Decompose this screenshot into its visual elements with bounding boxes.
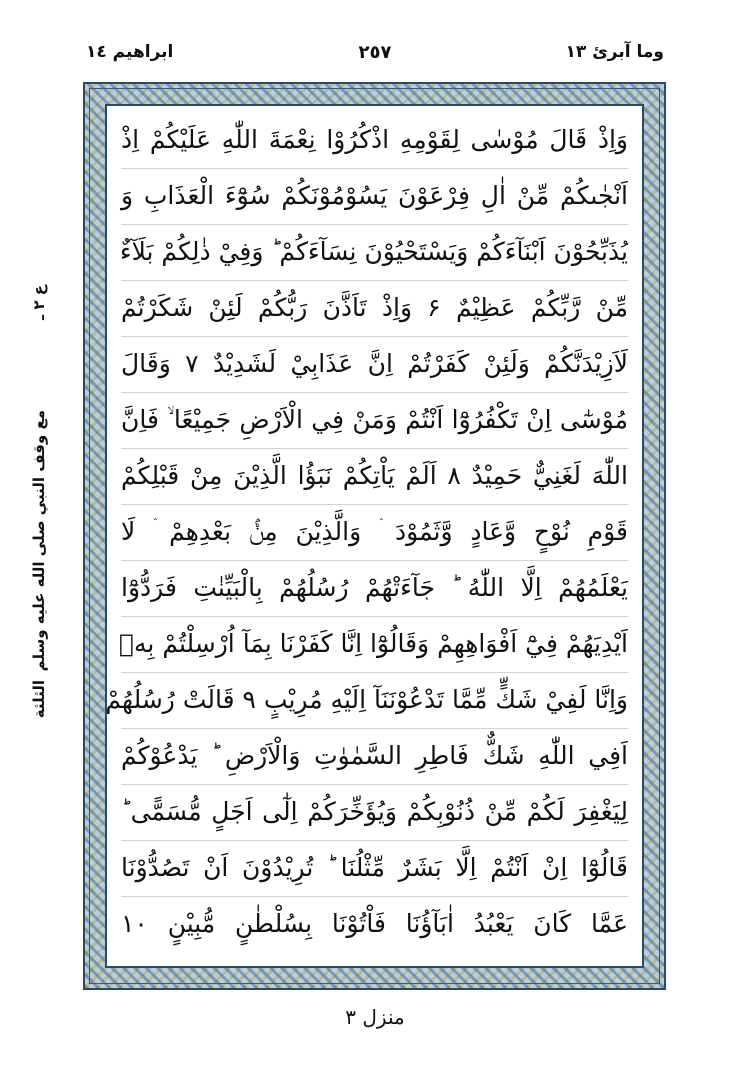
verse-line-5: لَاَزِيْدَنَّكُمْ وَلَئِنْ كَفَرْتُمْ اِنَّ عَذَابِيْ لَشَدِيْدٌ ۷ وَقَالَ [121, 336, 628, 393]
verse-line-9: يَعْلَمُهُمْ اِلَّا اللّٰهُ ؕ جَآءَتْهُمْ رُسُلُهُمْ بِالْبَيِّنٰتِ فَرَدُّوْٓا [121, 560, 628, 617]
text-panel [105, 104, 644, 968]
verse-line-8: قَوْمِ نُوْحٍ وَّعَادٍ وَّثَمُوْدَ ۛ وَالَّذِيْنَ مِنْۢ بَعْدِهِمْ ۛ لَا [121, 504, 628, 561]
margin-marker: الثلثة [30, 680, 48, 719]
verse-line-14: قَالُوْٓا اِنْ اَنْتُمْ اِلَّا بَشَرٌ مِّثْلُنَا ؕ تُرِيْدُوْنَ اَنْ تَصُدُّوْنَا [121, 840, 628, 897]
verse-line-13: لِيَغْفِرَ لَكُمْ مِّنْ ذُنُوْبِكُمْ وَيُؤَخِّرَكُمْ اِلٰٓى اَجَلٍ مُّسَمًّى ؕ [121, 784, 628, 841]
verse-line-15: عَمَّا كَانَ يَعْبُدُ اٰبَآؤُنَا فَاْتُوْنَا بِسُلْطٰنٍ مُّبِيْنٍ ۱۰ [121, 909, 628, 938]
verse-line-7: اللّٰهَ لَغَنِيٌّ حَمِيْدٌ ۸ اَلَمْ يَاْتِكُمْ نَبَؤُا الَّذِيْنَ مِنْ قَبْلِكُمْ [121, 448, 628, 505]
verse-line-10: اَيْدِيَهُمْ فِيْٓ اَفْوَاهِهِمْ وَقَالُوْٓا اِنَّا كَفَرْنَا بِمَآ اُرْسِلْتُمْ بِهٖ [121, 616, 628, 673]
verse-line-6: مُوْسٰٓى اِنْ تَكْفُرُوْٓا اَنْتُمْ وَمَنْ فِي الْاَرْضِ جَمِيْعًا ۙ فَاِنَّ [121, 392, 628, 449]
verse-line-3: يُذَبِّحُوْنَ اَبْنَآءَكُمْ وَيَسْتَحْيُوْنَ نِسَآءَكُمْ ؕ وَفِيْ ذٰلِكُمْ بَلَآءٌ [121, 224, 628, 281]
verse-line-1: وَاِذْ قَالَ مُوْسٰى لِقَوْمِهِ اذْكُرُوْا نِعْمَةَ اللّٰهِ عَلَيْكُمْ اِذْ [121, 112, 628, 169]
page-number: ٢٥٧ [358, 42, 392, 63]
surah-name: ابراهيم ١٤ [86, 42, 174, 62]
ornamental-border [83, 82, 666, 990]
para-name: وما آبرئ ١٣ [565, 42, 664, 62]
margin-note: مع وقف النبي صلى الله عليه وسلم [30, 410, 48, 672]
page-header [86, 42, 664, 76]
verse-line-4: مِّنْ رَّبِّكُمْ عَظِيْمٌ ۶ وَاِذْ تَاَذَّنَ رَبُّكُمْ لَئِنْ شَكَرْتُمْ [121, 280, 628, 337]
verse-line-12: اَفِي اللّٰهِ شَكٌّ فَاطِرِ السَّمٰوٰتِ وَالْاَرْضِ ؕ يَدْعُوْكُمْ [121, 728, 628, 785]
verse-line-11: وَاِنَّا لَفِيْ شَكٍّ مِّمَّا تَدْعُوْنَنَآ اِلَيْهِ مُرِيْبٍ ۹ قَالَتْ رُسُلُهُمْ [121, 672, 628, 729]
ruku-marker: ع ٢ ـ [30, 285, 48, 320]
verse-line-2: اَنْجٰىكُمْ مِّنْ اٰلِ فِرْعَوْنَ يَسُوْمُوْنَكُمْ سُوْٓءَ الْعَذَابِ وَ [121, 168, 628, 225]
manzil-footer: منزل ٣ [345, 1005, 405, 1029]
